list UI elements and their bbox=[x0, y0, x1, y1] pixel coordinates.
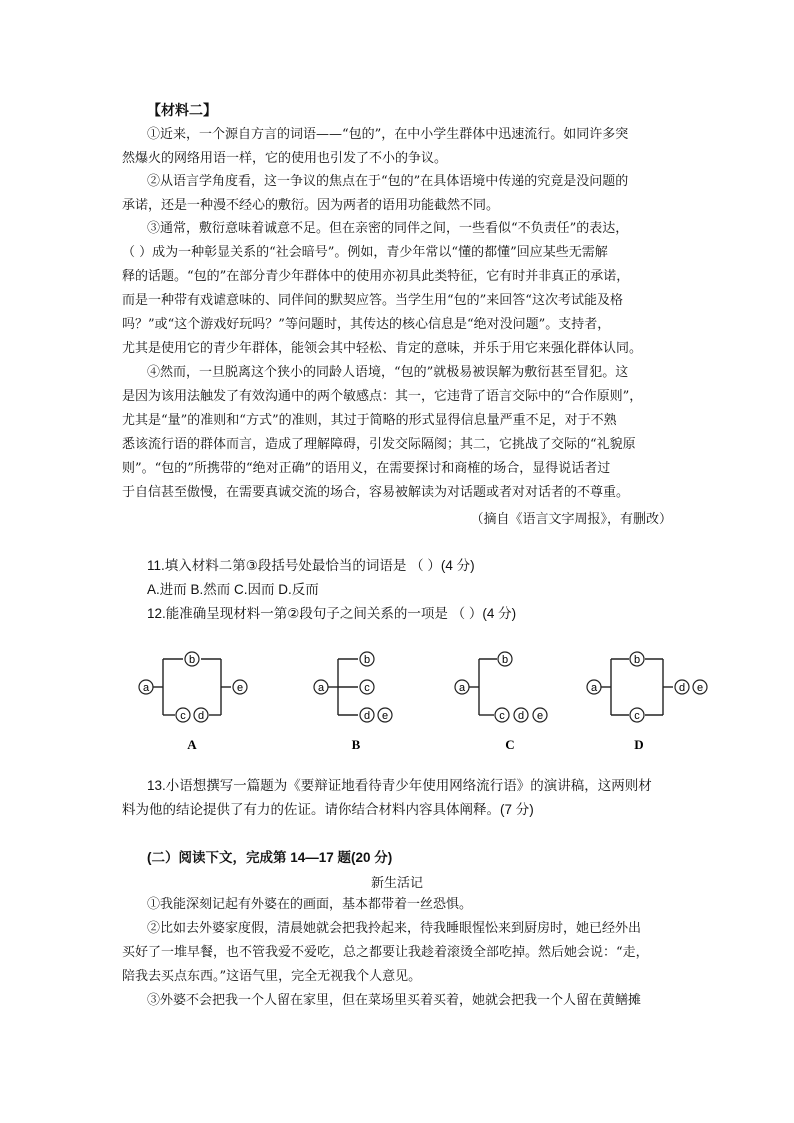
paragraph-4-line-1: ④然而，一旦脱离这个狭小的同龄人语境，“包的”就极易被误解为敷衍甚至冒犯。这 bbox=[147, 365, 629, 380]
node-a: a bbox=[142, 682, 150, 694]
node-b: b bbox=[501, 654, 509, 666]
question-13-line-1: 13.小语想撰写一篇题为《要辩证地看待青少年使用网络流行语》的演讲稿，这两则材 bbox=[147, 778, 652, 793]
section-2-heading: (二）阅读下文，完成第 14—17 题(20 分) bbox=[147, 850, 393, 865]
node-c: c bbox=[499, 710, 505, 722]
paragraph-2-line-2: 承诺，还是一种漫不经心的敷衍。因为两者的语用功能截然不同。 bbox=[122, 198, 500, 213]
node-d: d bbox=[363, 710, 371, 722]
node-e: e bbox=[696, 682, 704, 694]
paragraph-4-line-2: 是因为该用法触发了有效沟通中的两个敏感点：其一，它违背了语言交际中的“合作原则”， bbox=[122, 389, 643, 404]
node-c: c bbox=[364, 682, 370, 694]
paragraph-1-line-1: ①近来，一个源自方言的词语——“包的”，在中小学生群体中迅速流行。如同许多突 bbox=[147, 127, 629, 142]
article-line-3: 买好了一堆早餐，也不管我爱不爱吃，总之都要让我趁着滚烫全部吃掉。然后她会说：“走， bbox=[122, 945, 649, 960]
option-label-b: B bbox=[351, 737, 361, 750]
paragraph-4-line-5: 则”。“包的”所携带的“绝对正确”的语用义，在需要探讨和商榷的场合，显得说话者过 bbox=[122, 461, 611, 476]
question-12-diagrams bbox=[0, 640, 794, 750]
diagram-c bbox=[455, 652, 547, 722]
node-e: e bbox=[236, 682, 244, 694]
question-13-line-2: 料为他的结论提供了有力的佐证。请你结合材料内容具体阐释。(7 分) bbox=[122, 802, 534, 817]
article-line-4: 陪我去买点东西。”这语气里，完全无视我个人意见。 bbox=[122, 969, 422, 984]
node-d: d bbox=[197, 710, 205, 722]
option-label-c: C bbox=[505, 737, 515, 750]
paragraph-2-line-1: ②从语言学角度看，这一争议的焦点在于“包的”在具体语境中传递的究竟是没问题的 bbox=[147, 174, 629, 189]
paragraph-3-line-4: 而是一种带有戏谑意味的、同伴间的默契应答。当学生用“包的”来回答“这次考试能及格 bbox=[122, 293, 623, 308]
node-c: c bbox=[634, 710, 640, 722]
article-line-1: ①我能深刻记起有外婆在的画面，基本都带着一丝恐惧。 bbox=[147, 897, 473, 912]
node-e: e bbox=[381, 710, 389, 722]
node-c: c bbox=[180, 710, 186, 722]
node-a: a bbox=[458, 682, 466, 694]
question-11-stem: 11.填入材料二第③段括号处最恰当的词语是 （ ）(4 分) bbox=[147, 558, 475, 573]
node-b: b bbox=[633, 654, 641, 666]
question-11-options: A.进而 B.然而 C.因而 D.反而 bbox=[147, 582, 319, 597]
paragraph-4-line-3: 尤其是“量”的准则和“方式”的准则，其过于简略的形式显得信息量严重不足，对于不熟 bbox=[122, 413, 617, 428]
question-12-stem: 12.能准确呈现材料一第②段句子之间关系的一项是 （ ）(4 分) bbox=[147, 606, 517, 621]
paragraph-4-line-6: 于自信甚至傲慢，在需要真诚交流的场合，容易被解读为对话题或者对对话者的不尊重。 bbox=[122, 485, 630, 500]
node-a: a bbox=[317, 682, 325, 694]
material-heading: 【材料二】 bbox=[147, 103, 217, 119]
node-b: b bbox=[188, 654, 196, 666]
option-label-d: D bbox=[634, 737, 644, 750]
paragraph-3-line-6: 尤其是使用它的青少年群体，能领会其中轻松、肯定的意味，并乐于用它来强化群体认同。 bbox=[122, 341, 643, 356]
paragraph-4-line-4: 悉该流行语的群体而言，造成了理解障碍，引发交际隔阂；其二，它挑战了交际的“礼貌原 bbox=[122, 437, 636, 452]
node-d: d bbox=[517, 710, 525, 722]
article-title: 新生活记 bbox=[370, 876, 423, 891]
paragraph-1-line-2: 然爆火的网络用语一样，它的使用也引发了不小的争议。 bbox=[122, 151, 448, 166]
node-b: b bbox=[363, 654, 371, 666]
node-d: d bbox=[678, 682, 686, 694]
option-label-a: A bbox=[187, 737, 197, 750]
node-a: a bbox=[590, 682, 598, 694]
source-citation: （摘自《语言文字周报》，有删改） bbox=[470, 512, 672, 527]
paragraph-3-line-3: 释的话题。“包的”在部分青少年群体中的使用亦初具此类特征，它有时并非真正的承诺， bbox=[122, 269, 630, 284]
paragraph-3-line-1: ③通常，敷衍意味着诚意不足。但在亲密的同伴之间，一些看似“不负责任”的表达， bbox=[147, 221, 629, 236]
paragraph-3-line-2: （ ）成为一种彰显关系的“社会暗号”。例如，青少年常以“懂的都懂”回应某些无需解 bbox=[122, 245, 608, 260]
paragraph-3-line-5: 吗？”或“这个游戏好玩吗？”等问题时，其传达的核心信息是“绝对没问题”。支持者， bbox=[122, 317, 611, 332]
node-e: e bbox=[536, 710, 544, 722]
article-line-5: ③外婆不会把我一个人留在家里，但在菜场里买着买着，她就会把我一个人留在黄鳝摊 bbox=[147, 993, 642, 1008]
article-line-2: ②比如去外婆家度假，清晨她就会把我拎起来，待我睡眼惺忪来到厨房时，她已经外出 bbox=[147, 921, 642, 936]
